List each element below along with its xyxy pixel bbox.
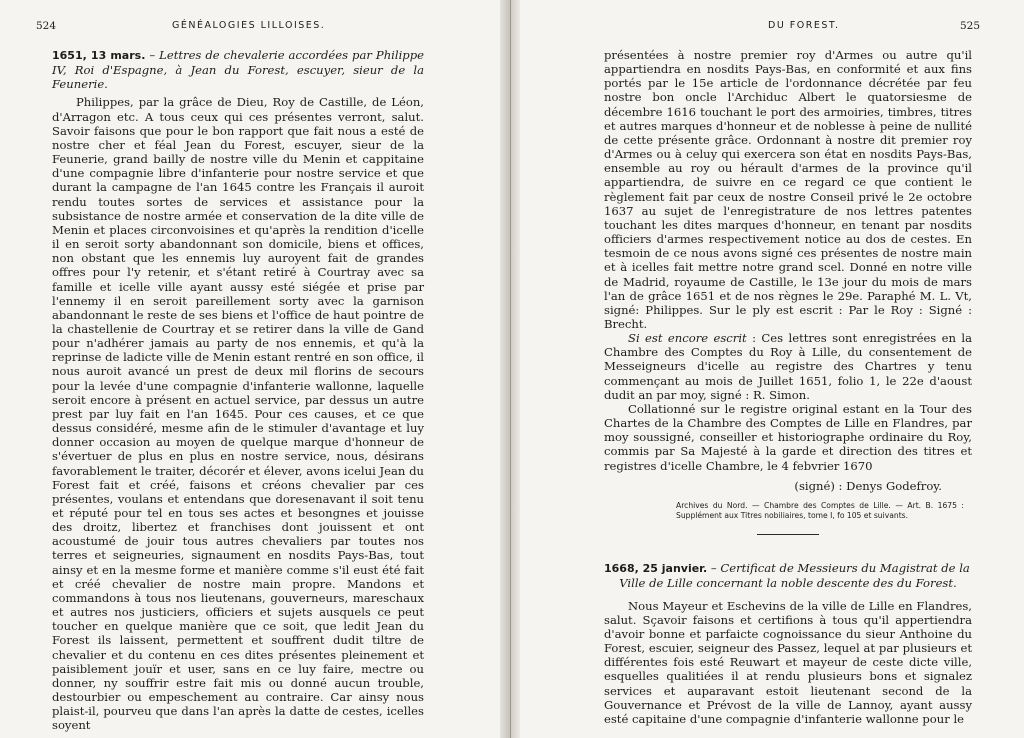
section-divider: [757, 534, 819, 535]
entry2-title: – Certificat de Messieurs du Magistrat de la: [707, 560, 970, 575]
letter-body: Philippes, par la grâce de Dieu, Roy de Castille, de Léon, d'Arragon etc. A tous ceux qui ces présentes verront, salut. Savoir faisons que pour le bon rapport que fait nous a esté de nostre cher et féal Jean du Forest, escuyer, sieur de la Feunerie, grand bailly de nostre ville du Menin et cappitaine d'une compagnie libre d'infanterie pour nostre service et que durant la campagne de l'an 1645 contre les Français il auroit rendu toutes sortes de services et assistance pour la subsistance de nostre armée et conservation de la dite ville de Menin et places circonvoisines et qu'après la rendition d'icelle il en seroit sorty abandonnant son domicile, biens et offices, non obstant que les ennemis luy auroyent fait de grandes offres pour l'y retenir, et s'étant retiré à Courtray avec sa famille et icelle ville ayant aussy esté siégée et prise par l'ennemy il en seroit pareillement sorty avec la garnison abandonnant le reste de ses biens et l'office de haut pointre de la chastellenie de Courtray et se retirer dans la ville de Gand pour n'adhérer jamais au party de nos ennemis, et qu'à la reprinse de ladicte ville de Menin estant rentré en son office, il nous auroit avancé un prest de deux mil florins de secours pour la levée d'une compagnie d'infanterie wallonne, laquelle seroit encore à présent en actuel service, par dessus un autre prest par luy fait en l'an 1645. Pour ces causes, et ce que dessus considéré, mesme afin de le stimuler d'avantage et luy donner occasion au moyen de quelque marque d'honneur de s'évertuer de plus en plus en nostre service, nous, désirans favorablement le traiter, décorér et élever, avons icelui Jean du Forest fait et créé, faisons et créons chevalier par ces présentes, voulans et entendans que doresenavant il soit tenu et réputé pour tel en tous ses actes et besongnes et jouisse des droitz, libertez et franchises dont jouissent et ont acoustumé de jouir tous autres chevaliers par toutes nos terres et seigneuries, signaument en nosdits Pays-Bas, tout ainsy et en la mesme forme et manière comme s'il eust été fait et créé chevalier de nostre main propre. Mandons et commandons à tous nos lieutenans, gouverneurs, mareschaux et autres nos justiciers, officiers et sujets ausquels ce peut toucher en quelque manière que ce soit, que ledit Jean du Forest ils laissent, permettent et souffrent dudit tiltre de chevalier et du contenu en ces dites présentes pleinement et paisiblement jouïr et user, sans en ce luy faire, mectre ou donner, ny souffrir estre fait mis ou donné aucun trouble, destourbier ou empeschement au contraire. Car ainsy nous plaist-il, pourveu que dans l'an après la datte de cestes, icelles soyent: [52, 95, 424, 733]
collation-note: Collationné sur le registre original estant en la Tour des Chartes de la Chambre des Comptes de Lille en Flandres, par moy soussigné, conseiller et historiographe ordinaire du Roy, commis par Sa Majesté à la garde et direction des titres et registres d'icelle Chambre, le 4 febvrier 1670: [604, 401, 972, 473]
letter-continuation: présentées à nostre premier roy d'Armes ou autre qu'il appartiendra en nosdits Pays-Bas, en conformité et aux fins portés par le 15e article de l'ordonnance décrétée par feu nostre bon oncle l'Archiduc Albert le quatorsiesme de décembre 1616 touchant le port des armoiries, timbres, titres et autres marques d'honneur et de noblesse à peine de nullité de cette présente grâce. Ordonnant à nostre dit premier roy d'Armes ou à celuy qui exercera son état en nosdits Pays-Bas, ensemble au roy ou hérault d'armes de la province qu'il appartiendra, de suivre en ce regard ce que contient le règlement fait par ceux de nostre Conseil privé le 2e octobre 1637 au sujet de l'enregistrature de nos lettres patentes touchant les dites marques d'honneur, en tenant par nosdits officiers d'armes respectivement notice au dos de cestes. En tesmoin de ce nous avons signé ces présentes de nostre main et à icelles fait mettre notre grand scel. Donné en notre ville de Madrid, royaume de Castille, le 13e jour du mois de mars l'an de grâce 1651 et de nos règnes le 29e. Paraphé M. L. Vt, signé: Philippes. Sur le ply est escrit : Par le Roy : Signé : Brecht.: [604, 48, 972, 331]
page-number-right: 525: [960, 20, 981, 32]
entry-title: – Lettres de chevalerie accordées par Philippe IV, Roi d'Espagne, à Jean du Forest, escuyer, sieur de la Feunerie.: [52, 48, 425, 92]
page-number-left: 524: [36, 20, 57, 32]
right-page: [520, 0, 1024, 738]
running-head-right: DU FOREST.: [768, 20, 840, 31]
signature-line: (signé) : Denys Godefroy.: [794, 478, 942, 493]
left-text-block: [52, 48, 424, 733]
registration-text: : Ces lettres sont enregistrées en la Chambre des Comptes du Roy à Lille, du consentement de Messeigneurs d'icelle au registre des Chartres y tenu commençant au mois de Juillet 1651, folio 1, le 22e d'aoust dudit an par moy, signé : R. Simon.: [604, 331, 972, 402]
entry-heading: [52, 48, 424, 91]
entry2-date: 1668, 25 janvier.: [604, 561, 708, 575]
book-gutter: [500, 0, 520, 738]
left-page: [0, 0, 500, 738]
entry2-heading: [604, 561, 972, 591]
right-text-block: [604, 48, 972, 726]
certificate-body: Nous Mayeur et Eschevins de la ville de Lille en Flandres, salut. Sçavoir faisons et certifions à tous qu'il appertiendra d'avoir bonne et parfaicte cognoissance du sieur Anthoine du Forest, escuier, seigneur des Passez, lequel at par plusieurs et différentes fois esté Reuwart et mayeur de ceste dicte ville, esquelles qualitiées il at rendu plusieurs bons et signalez services et auparavant estoit lieutenant second de la Gouvernance et Prévost de la ville de Lannoy, ayant aussy esté capitaine d'une compagnie d'infanterie wallonne pour le: [604, 598, 972, 726]
entry-date: 1651, 13 mars.: [52, 49, 146, 62]
entry2-title-continued: Ville de Lille concernant la noble descente des du Forest.: [619, 576, 957, 591]
registration-note: [604, 331, 972, 402]
registration-lead: Si est encore escrit: [628, 331, 747, 346]
archives-reference: Archives du Nord. — Chambre des Comptes de Lille. — Art. B. 1675 : Supplément aux Titres nobiliaires, tome I, fo 105 et suivants.: [676, 500, 964, 521]
running-head-left: GÉNÉALOGIES LILLOISES.: [172, 20, 326, 31]
